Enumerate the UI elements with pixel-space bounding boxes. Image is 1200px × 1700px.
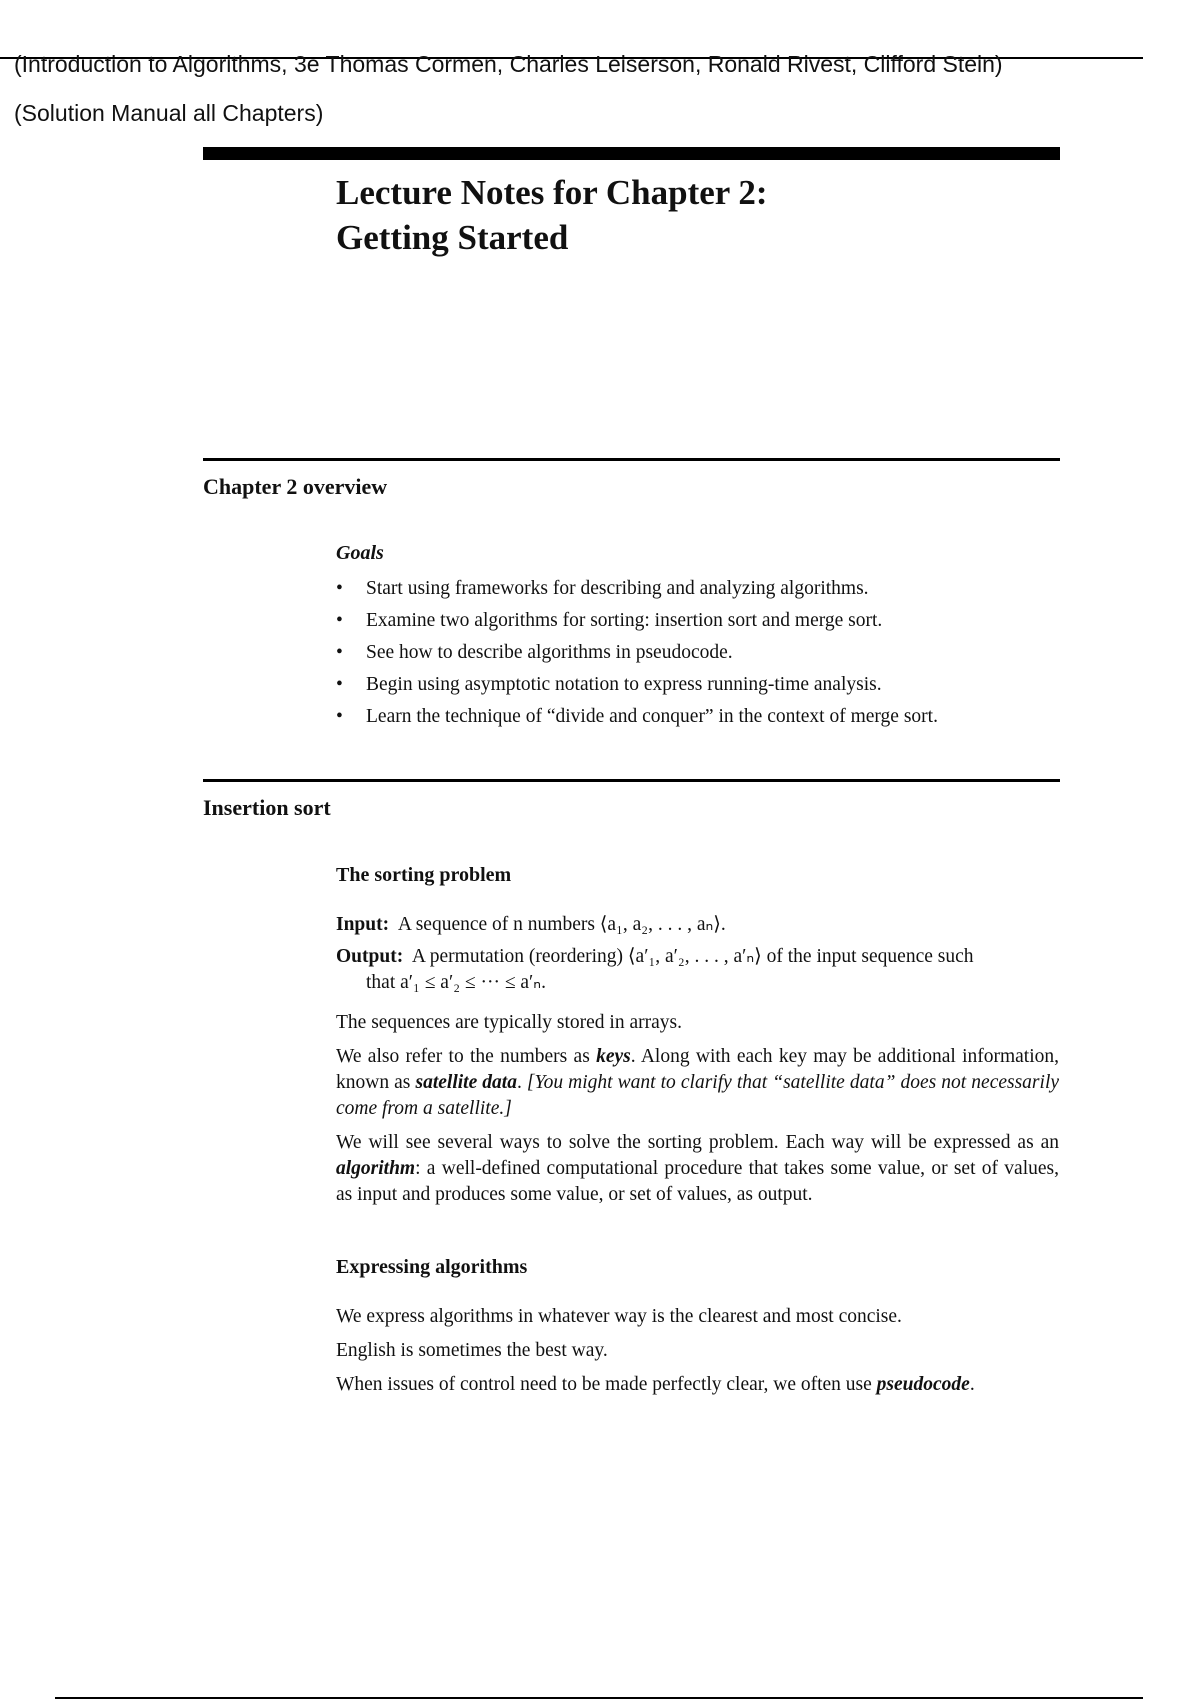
bullet-icon: •	[336, 578, 343, 599]
algorithm-text: : a well-defined computational procedure that takes some value, or set of values, as input and produces some value, or set of values, as output.	[336, 1158, 1059, 1205]
keys-text: .	[516, 1072, 527, 1093]
goal-text: Learn the technique of “divide and conquer” in the context of merge sort.	[366, 706, 938, 727]
goal-text: Begin using asymptotic notation to express running-time analysis.	[366, 674, 882, 695]
algorithm-term: algorithm	[336, 1158, 416, 1179]
overview-section-rule	[203, 458, 1060, 461]
keys-term: keys	[596, 1046, 631, 1067]
overview-heading: Chapter 2 overview	[203, 474, 388, 499]
input-label: Input:	[336, 914, 390, 935]
expressing-text: When issues of control need to be made perfectly clear, we often use	[336, 1374, 877, 1395]
list-item	[336, 608, 1059, 640]
keys-paragraph	[336, 1044, 1059, 1122]
bullet-icon: •	[336, 610, 343, 631]
input-definition	[336, 912, 1059, 938]
goal-text: Examine two algorithms for sorting: insertion sort and merge sort.	[366, 610, 883, 631]
goal-text: See how to describe algorithms in pseudocode.	[366, 642, 733, 663]
bullet-icon: •	[336, 674, 343, 695]
expressing-algorithms-block	[336, 1254, 1059, 1398]
goals-list	[336, 576, 1059, 736]
document-source-subtitle: (Solution Manual all Chapters)	[14, 100, 324, 126]
sorting-problem-block	[336, 862, 1059, 1208]
sorting-problem-heading: The sorting problem	[336, 864, 512, 886]
expressing-line-3	[336, 1372, 1059, 1398]
expressing-algorithms-heading: Expressing algorithms	[336, 1256, 528, 1278]
goals-heading: Goals	[336, 542, 384, 564]
output-definition	[336, 944, 1059, 970]
pseudocode-term: pseudocode	[876, 1374, 970, 1395]
document-source-title: (Introduction to Algorithms, 3e Thomas Cormen, Charles Leiserson, Ronald Rivest, Clifford Stein)	[14, 51, 1003, 77]
arrays-sentence: The sequences are typically stored in arrays.	[336, 1012, 682, 1033]
goals-block	[336, 540, 1059, 736]
output-label: Output:	[336, 946, 404, 967]
insertion-sort-section-rule	[203, 779, 1060, 782]
chapter-title-line-1: Lecture Notes for Chapter 2:	[336, 173, 768, 212]
expressing-line-2: English is sometimes the best way.	[336, 1340, 608, 1361]
algorithm-paragraph	[336, 1130, 1059, 1208]
list-item	[336, 704, 1059, 736]
list-item	[336, 576, 1059, 608]
list-item	[336, 640, 1059, 672]
bullet-icon: •	[336, 706, 343, 727]
goal-text: Start using frameworks for describing and analyzing algorithms.	[366, 578, 869, 599]
footer-rule	[55, 1697, 1143, 1699]
bullet-icon: •	[336, 642, 343, 663]
satellite-note: [You might want to clarify that “satellite data” does not necessarily come from a satellite.]	[336, 1072, 1060, 1119]
input-text: A sequence of n numbers ⟨a₁, a₂, . . . , aₙ⟩.	[397, 914, 726, 935]
output-definition-continued: that a′₁ ≤ a′₂ ≤ ··· ≤ a′ₙ.	[366, 972, 546, 993]
expressing-line-1: We express algorithms in whatever way is the clearest and most concise.	[336, 1306, 902, 1327]
algorithm-text: We will see several ways to solve the sorting problem. Each way will be expressed as an	[336, 1132, 1059, 1153]
satellite-data-term: satellite data	[415, 1072, 517, 1093]
keys-text: . Along with each key may be additional information, known as	[336, 1046, 1060, 1093]
keys-text: We also refer to the numbers as	[336, 1046, 597, 1067]
output-text: A permutation (reordering) ⟨a′₁, a′₂, . . . , a′ₙ⟩ of the input sequence such	[411, 946, 974, 967]
list-item	[336, 672, 1059, 704]
chapter-title-line-2: Getting Started	[336, 218, 569, 257]
chapter-title-rule	[203, 147, 1060, 160]
chapter-title	[336, 170, 768, 260]
expressing-text: .	[969, 1374, 975, 1395]
insertion-sort-heading: Insertion sort	[203, 795, 331, 820]
